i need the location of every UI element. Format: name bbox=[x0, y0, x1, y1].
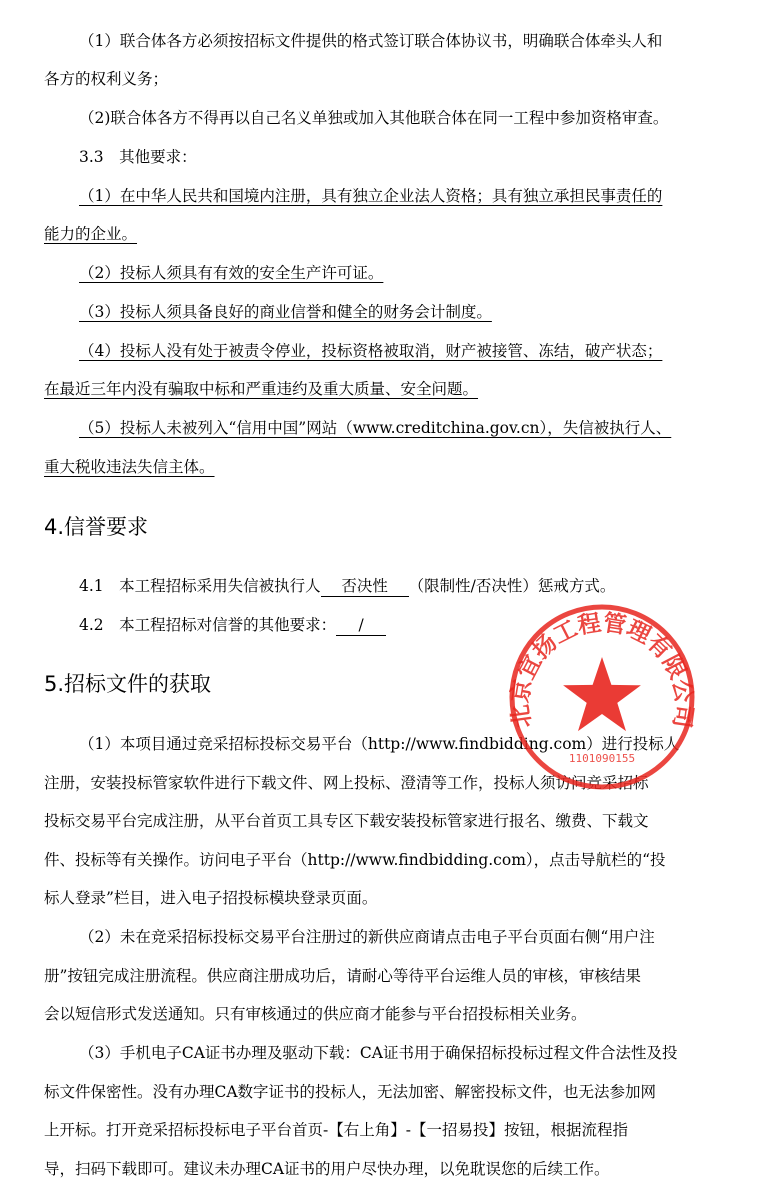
fill-in-blank: / bbox=[336, 615, 386, 636]
clause-text: （限制性/否决性）惩戒方式。 bbox=[408, 577, 616, 595]
company-seal bbox=[507, 602, 697, 792]
text-line: （2)联合体各方不得再以自己名义单独或加入其他联合体在同一工程中参加资格审查。 bbox=[79, 109, 669, 127]
text-line: 导，扫码下载即可。建议未办理CA证书的用户尽快办理，以免耽误您的后续工作。 bbox=[44, 1160, 610, 1178]
text-line: 册”按钮完成注册流程。供应商注册成功后，请耐心等待平台运维人员的审核，审核结果 bbox=[44, 967, 641, 985]
text-line: （2）未在竞采招标投标交易平台注册过的新供应商请点击电子平台页面右侧“用户注 bbox=[79, 928, 655, 946]
requirement-line: （5）投标人未被列入“信用中国”网站（www.creditchina.gov.cn），失信被执行人、 bbox=[79, 419, 672, 437]
text-line: 会以短信形式发送通知。只有审核通过的供应商才能参与平台招投标相关业务。 bbox=[44, 1005, 587, 1023]
requirement-line: （3）投标人须具备良好的商业信誉和健全的财务会计制度。 bbox=[79, 303, 492, 321]
requirement-line: 重大税收违法失信主体。 bbox=[44, 458, 215, 476]
requirement-line: 在最近三年内没有骗取中标和严重违约及重大质量、安全问题。 bbox=[44, 380, 479, 398]
text-line bbox=[79, 606, 386, 645]
text-line bbox=[79, 567, 615, 606]
requirement-line: 能力的企业。 bbox=[44, 225, 138, 243]
text-line: （1）本项目通过竞采招标投标交易平台（http://www.findbidding.com）进行投标人 bbox=[79, 735, 680, 753]
section-heading-docs: 5.招标文件的获取 bbox=[44, 672, 212, 696]
seal-name: 北京宜扬工程管理有限公司 bbox=[507, 610, 697, 730]
text-line: 上开标。打开竞采招标投标电子平台首页-【右上角】-【一招易投】按钮，根据流程指 bbox=[44, 1121, 628, 1139]
section-heading-credit: 4.信誉要求 bbox=[44, 515, 149, 539]
clause-text: 4.1 本工程招标采用失信被执行人 bbox=[79, 577, 321, 595]
text-line: 件、投标等有关操作。访问电子平台（http://www.findbidding.com），点击导航栏的“投 bbox=[44, 851, 666, 869]
subsection-heading: 3.3 其他要求： bbox=[79, 148, 197, 166]
text-line: 标文件保密性。没有办理CA数字证书的投标人，无法加密、解密投标文件，也无法参加网 bbox=[44, 1083, 657, 1101]
fill-in-blank: 否决性 bbox=[321, 576, 409, 597]
text-line: 注册，安装投标管家软件进行下载文件、网上投标、澄清等工作，投标人须访问竞采招标 bbox=[44, 774, 649, 792]
requirement-line: （4）投标人没有处于被责令停业，投标资格被取消，财产被接管、冻结，破产状态； bbox=[79, 342, 663, 360]
text-line: 各方的权利义务； bbox=[44, 70, 169, 88]
requirement-line: （2）投标人须具有有效的安全生产许可证。 bbox=[79, 264, 384, 282]
requirement-line: （1）在中华人民共和国境内注册，具有独立企业法人资格；具有独立承担民事责任的 bbox=[79, 187, 663, 205]
clause-text: 4.2 本工程招标对信誉的其他要求： bbox=[79, 616, 337, 634]
text-line: 投标交易平台完成注册，从平台首页工具专区下载安装投标管家进行报名、缴费、下载文 bbox=[44, 812, 649, 830]
text-line: （1）联合体各方必须按招标文件提供的格式签订联合体协议书，明确联合体牵头人和 bbox=[79, 32, 663, 50]
seal-code: 1101090155 bbox=[568, 752, 636, 765]
text-line: 标人登录”栏目，进入电子招投标模块登录页面。 bbox=[44, 889, 378, 907]
red-star-icon bbox=[563, 657, 641, 731]
text-line: （3）手机电子CA证书办理及驱动下载：CA证书用于确保招标投标过程文件合法性及投 bbox=[79, 1044, 678, 1062]
